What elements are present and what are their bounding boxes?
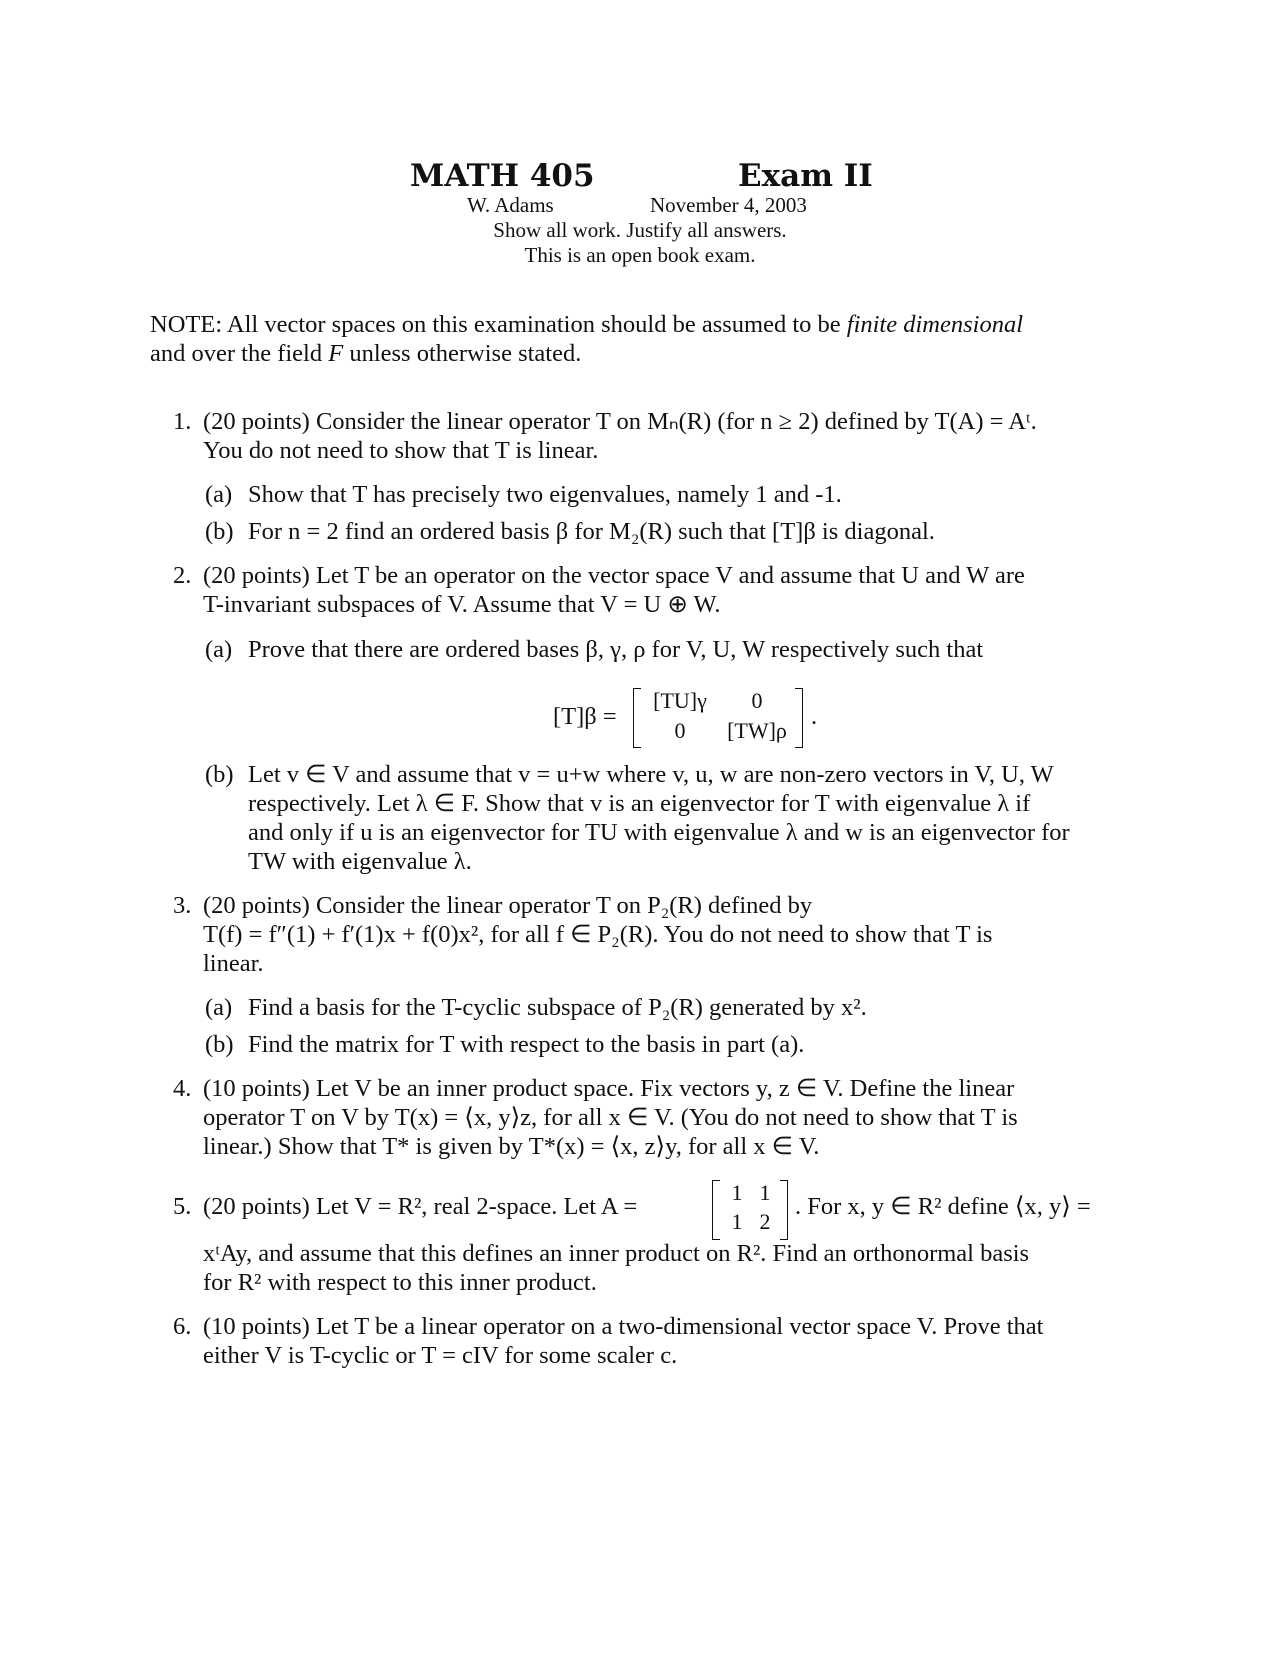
left-bracket <box>712 1180 720 1240</box>
problem-2a: Prove that there are ordered bases β, γ, ρ for V, U, W respectively such that <box>248 636 984 663</box>
problem-3-line-3: linear. <box>203 950 264 977</box>
problem-1-line-2: You do not need to show that T is linear. <box>203 437 599 464</box>
problem-3b: Find the matrix for T with respect to the basis in part (a). <box>248 1031 805 1058</box>
problem-5-line-1a: (20 points) Let V = R², real 2-space. Let A = <box>203 1193 638 1220</box>
right-bracket <box>780 1180 788 1240</box>
exam-title: Exam II <box>738 158 873 194</box>
note-emphasis: finite dimensional <box>846 311 1024 338</box>
part-label: (a) <box>205 994 233 1021</box>
right-bracket <box>795 688 803 748</box>
problem-3-line-2: T(f) = f″(1) + f′(1)x + f(0)x², for all f ∈ P₂(R). You do not need to show that T is <box>203 921 993 948</box>
problem-number: 2. <box>173 562 192 589</box>
problem-2-line-1: (20 points) Let T be an operator on the vector space V and assume that U and W are <box>203 562 1025 589</box>
problem-2b-line-4: TW with eigenvalue λ. <box>248 848 472 875</box>
problem-number: 1. <box>173 408 192 435</box>
problem-5-line-3: for R² with respect to this inner product. <box>203 1269 597 1296</box>
problem-3-line-1: (20 points) Consider the linear operator T on P₂(R) defined by <box>203 892 813 919</box>
problem-3a: Find a basis for the T-cyclic subspace of P₂(R) generated by x². <box>248 994 867 1021</box>
problem-4-line-3: linear.) Show that T* is given by T*(x) = ⟨x, z⟩y, for all x ∈ V. <box>203 1133 820 1160</box>
note-line-2 <box>150 339 581 368</box>
note-text-2: and over the field <box>150 340 329 367</box>
problem-5-line-2: xᵗAy, and assume that this defines an inner product on R². Find an orthonormal basis <box>203 1240 1030 1267</box>
problem-2b-line-1: Let v ∈ V and assume that v = u+w where v, u, w are non-zero vectors in V, U, W <box>248 761 1054 788</box>
instruction-line-1: Show all work. Justify all answers. <box>493 218 787 242</box>
period: . <box>811 703 818 730</box>
problem-4-line-2: operator T on V by T(x) = ⟨x, y⟩z, for all x ∈ V. (You do not need to show that T is <box>203 1104 1018 1131</box>
left-bracket <box>633 688 641 748</box>
problem-5-line-1b: . For x, y ∈ R² define ⟨x, y⟩ = <box>795 1193 1091 1220</box>
matrix-cell: 0 <box>751 688 763 713</box>
instructor-name: W. Adams <box>467 193 554 217</box>
problem-2b-line-3: and only if u is an eigenvector for TU with eigenvalue λ and w is an eigenvector for <box>248 819 1070 846</box>
matrix-cell: 2 <box>759 1209 771 1234</box>
problem-number: 6. <box>173 1313 192 1340</box>
problem-6-line-2: either V is T-cyclic or T = cIV for some scaler c. <box>203 1342 678 1369</box>
problem-number: 5. <box>173 1193 192 1220</box>
problem-number: 3. <box>173 892 192 919</box>
problem-1-line-1: (20 points) Consider the linear operator T on Mₙ(R) (for n ≥ 2) defined by T(A) = Aᵗ. <box>203 408 1037 435</box>
course-title: MATH 405 <box>410 158 595 194</box>
part-label: (b) <box>205 761 234 788</box>
note-field: F <box>328 340 344 367</box>
matrix-cell: 1 <box>731 1180 743 1205</box>
problem-1b: For n = 2 find an ordered basis β for M₂(R) such that [T]β is diagonal. <box>248 518 935 545</box>
matrix-equation-lhs: [T]β = <box>553 703 617 730</box>
problem-1a: Show that T has precisely two eigenvalues, namely 1 and -1. <box>248 481 842 508</box>
problem-number: 4. <box>173 1075 192 1102</box>
exam-date: November 4, 2003 <box>650 193 807 217</box>
problem-6-line-1: (10 points) Let T be a linear operator on a two-dimensional vector space V. Prove that <box>203 1313 1044 1340</box>
note-text-3: unless otherwise stated. <box>343 340 582 367</box>
note-line-1 <box>150 310 1023 339</box>
problem-4-line-1: (10 points) Let V be an inner product space. Fix vectors y, z ∈ V. Define the linear <box>203 1075 1015 1102</box>
matrix-cell: 1 <box>731 1209 743 1234</box>
problem-2-line-2: T-invariant subspaces of V. Assume that V = U ⊕ W. <box>203 591 721 618</box>
note-text: NOTE: All vector spaces on this examination should be assumed to be <box>150 311 847 338</box>
problem-2b-line-2: respectively. Let λ ∈ F. Show that v is an eigenvector for T with eigenvalue λ if <box>248 790 1031 817</box>
matrix-cell: [TU]γ <box>653 688 707 713</box>
instruction-line-2: This is an open book exam. <box>524 243 756 267</box>
part-label: (b) <box>205 518 234 545</box>
part-label: (a) <box>205 636 233 663</box>
matrix-cell: [TW]ρ <box>727 718 787 743</box>
part-label: (b) <box>205 1031 234 1058</box>
matrix-cell: 0 <box>674 718 686 743</box>
matrix-cell: 1 <box>759 1180 771 1205</box>
part-label: (a) <box>205 481 233 508</box>
